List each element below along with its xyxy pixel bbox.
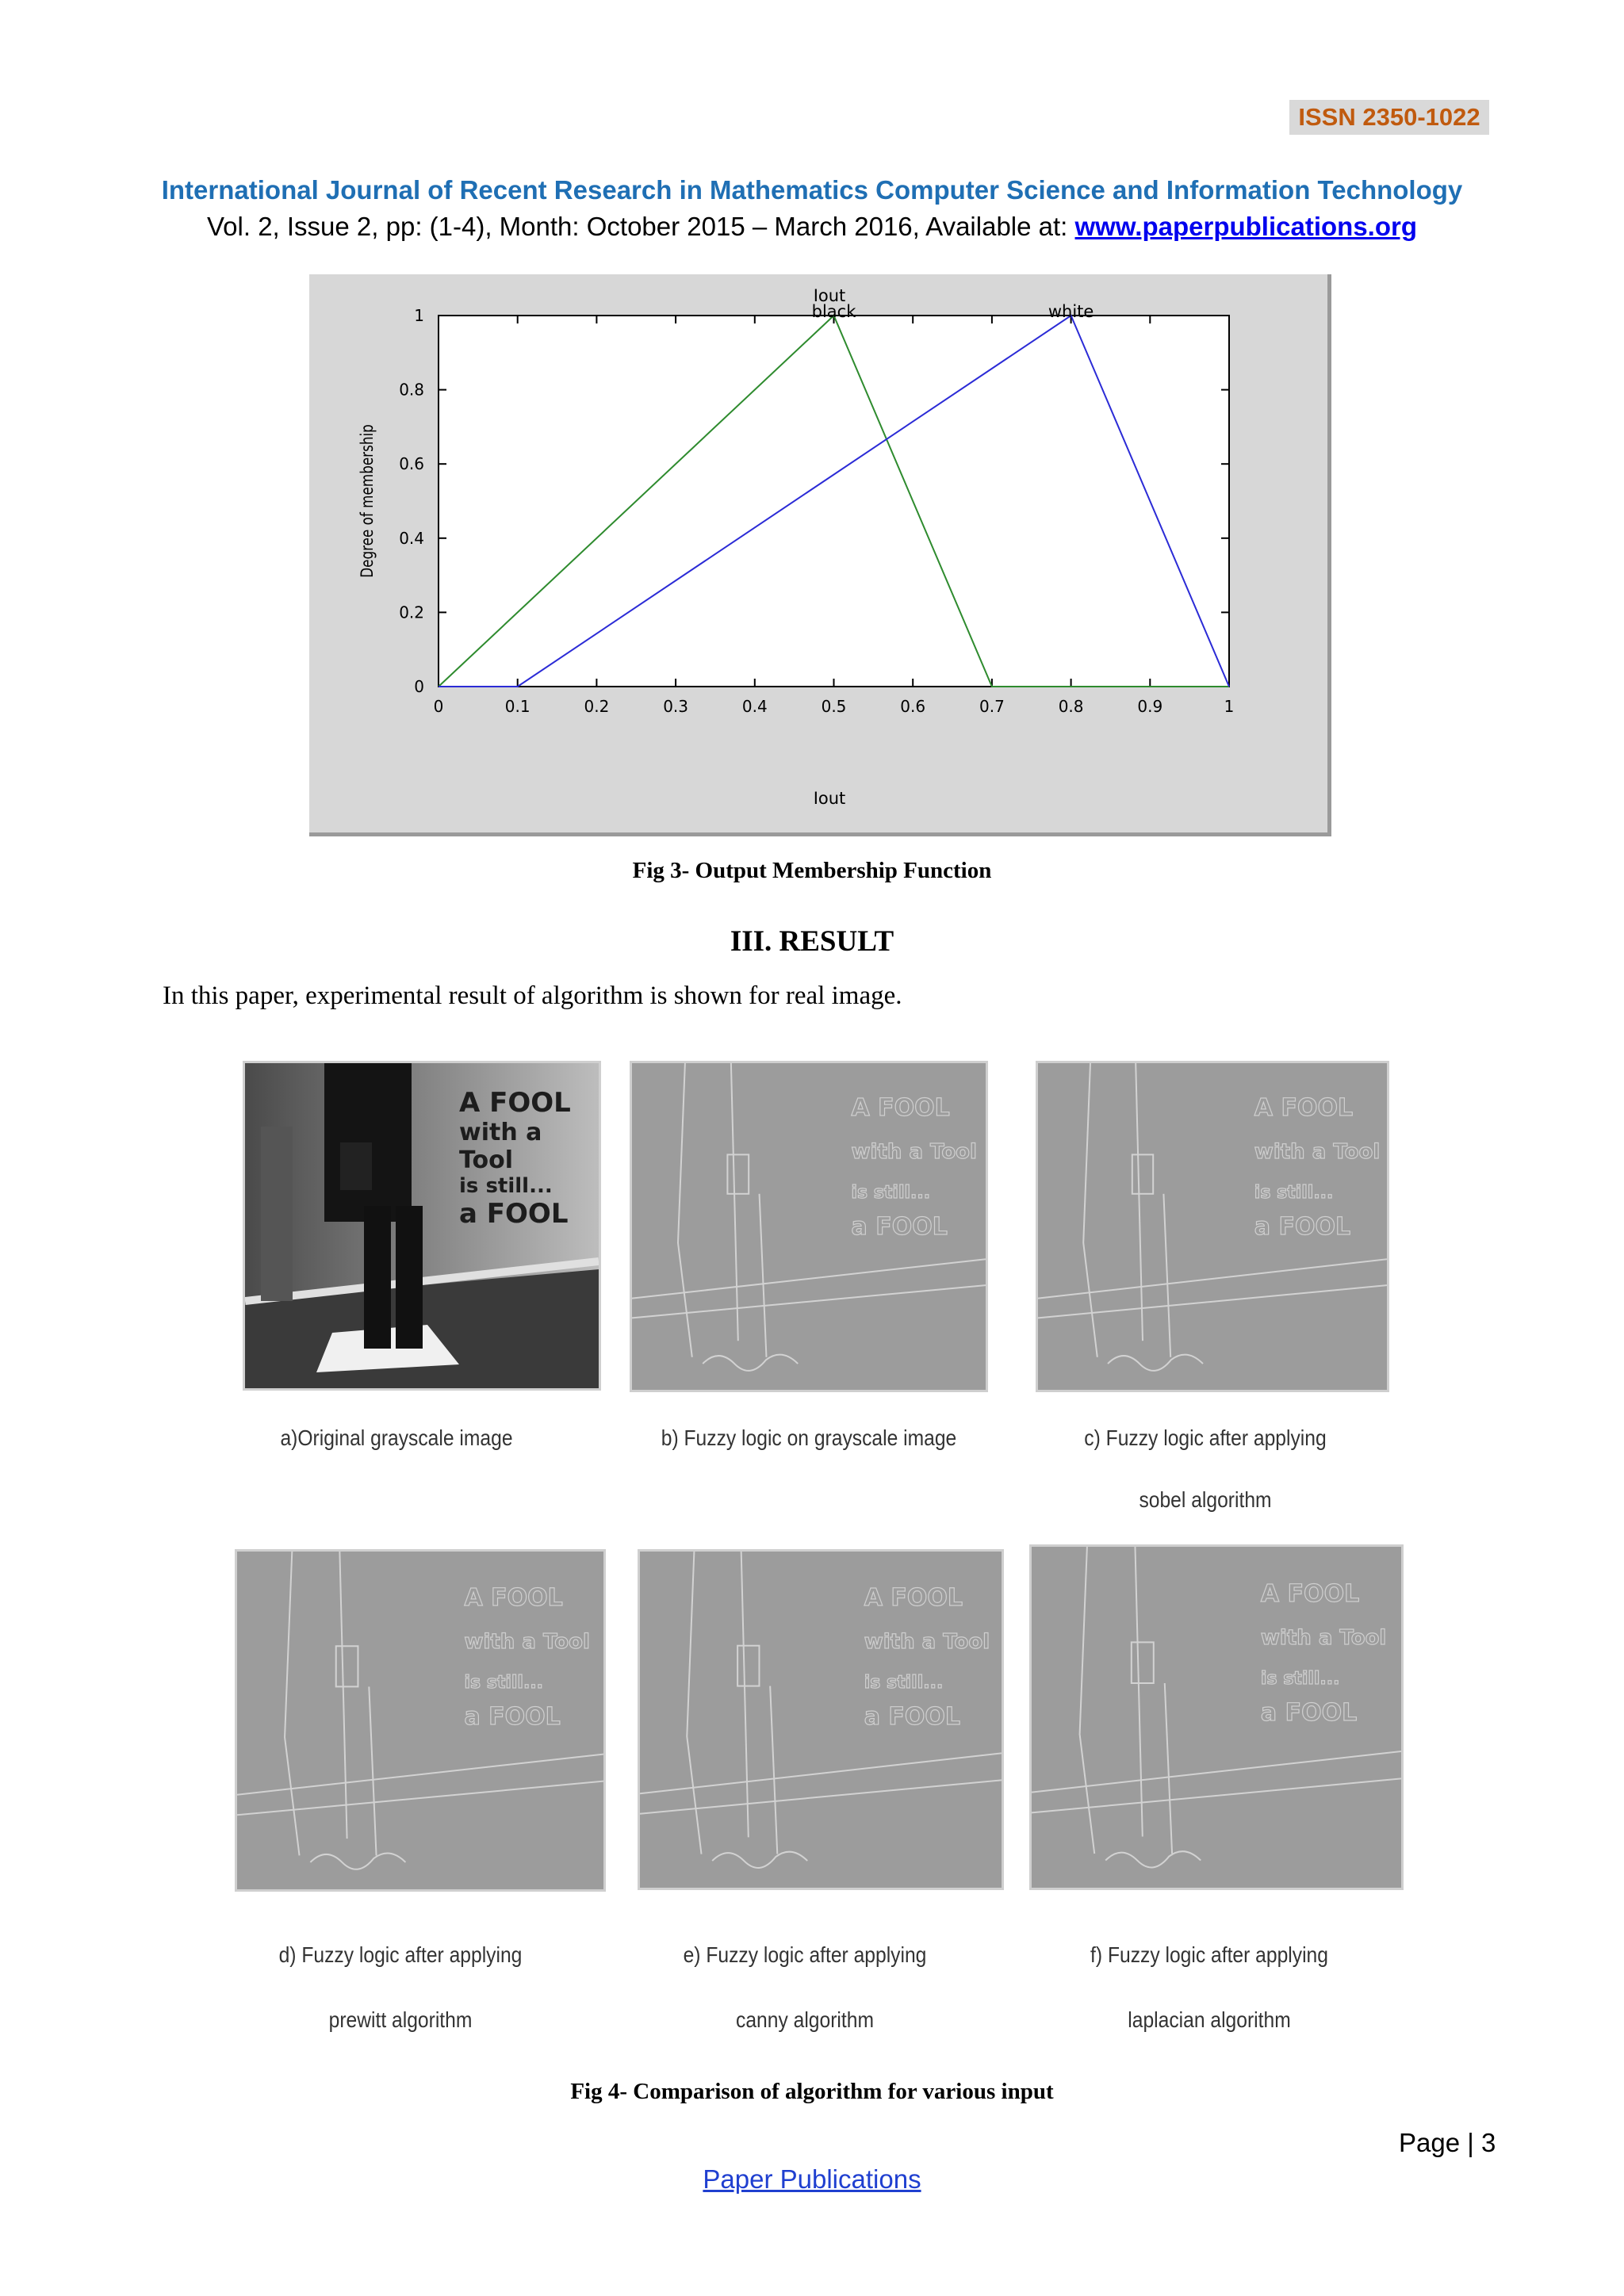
panel-e-image (638, 1549, 1004, 1890)
journal-title: International Journal of Recent Research in Mathematics Computer Science and Information Technology (161, 175, 1463, 205)
poster-line-3: is still... (851, 1182, 931, 1203)
floor-edges (237, 1755, 603, 1816)
poster-line-2: with a Tool (464, 1630, 590, 1655)
x-tick-label: 0.5 (821, 697, 847, 716)
chart-title: Iout (813, 286, 846, 305)
briefcase-edges (1132, 1154, 1153, 1193)
edge-image-drawing (632, 1063, 986, 1390)
panel-c-image (1036, 1061, 1389, 1392)
issn-badge: ISSN 2350-1022 (1289, 100, 1489, 135)
panel-f-label: f) Fuzzy logic after applying (1090, 1942, 1328, 1967)
poster-line-4: a FOOL (1260, 1698, 1358, 1727)
edge-image-drawing (237, 1552, 603, 1889)
x-tick-label: 0.9 (1137, 697, 1163, 716)
panel-a-label: a)Original grayscale image (280, 1425, 513, 1450)
x-tick-label: 0.2 (584, 697, 610, 716)
briefcase-edges (336, 1646, 358, 1686)
poster-line-2: with a Tool (864, 1629, 990, 1654)
poster-line-2: with a Tool (851, 1139, 977, 1164)
poster-line-4: a FOOL (851, 1212, 948, 1241)
y-axis-label: Degree of membership (358, 424, 377, 578)
poster-line-1: A FOOL (1254, 1093, 1354, 1122)
figure4-caption: Fig 4- Comparison of algorithm for various input (570, 2079, 1054, 2104)
x-tick-label: 0.6 (900, 697, 926, 716)
x-tick-label: 0.1 (504, 697, 530, 716)
x-tick-label: 1 (1224, 697, 1235, 716)
section-heading: III. RESULT (730, 925, 894, 958)
poster-line-4: a FOOL (464, 1703, 561, 1732)
membership-chart (309, 274, 1327, 832)
edge-image-drawing (640, 1552, 1002, 1888)
website-link[interactable]: www.paperpublications.org (1074, 212, 1417, 241)
poster-line-1: A FOOL (459, 1087, 571, 1119)
body-paragraph: In this paper, experimental result of algorithm is shown for real image. (163, 982, 902, 1010)
page-number: Page | 3 (1399, 2128, 1496, 2157)
x-tick-label: 0.4 (741, 697, 768, 716)
y-tick-label: 0.8 (399, 380, 424, 400)
floor-edges (1032, 1751, 1401, 1812)
poster-line-3: is still... (1260, 1668, 1340, 1689)
floor-edges (640, 1753, 1002, 1813)
poster-line-4: a FOOL (1254, 1212, 1351, 1241)
x-tick-label: 0.3 (663, 697, 689, 716)
poster-line-4: a FOOL (459, 1198, 569, 1230)
panel-e-label-2: canny algorithm (736, 2007, 874, 2032)
poster-line-2: with a Tool (1254, 1139, 1381, 1164)
splash-edges (1108, 1355, 1203, 1371)
panel-d-label-2: prewitt algorithm (328, 2007, 473, 2032)
poster-line-3: is still... (864, 1672, 944, 1693)
y-tick-label: 1 (414, 306, 424, 325)
poster-line-3: is still... (459, 1174, 553, 1198)
poster-line-1: A FOOL (1260, 1579, 1360, 1608)
poster-line-1: A FOOL (464, 1584, 563, 1613)
figure3-caption: Fig 3- Output Membership Function (632, 858, 992, 883)
splash-edges (310, 1853, 405, 1869)
y-tick-label: 0 (414, 677, 424, 696)
x-tick-label: 0.7 (979, 697, 1005, 716)
floor-edges (1038, 1259, 1387, 1318)
publisher-link[interactable]: Paper Publications (703, 2164, 921, 2194)
y-tick-label: 0.6 (399, 454, 424, 474)
briefcase-edges (1132, 1642, 1154, 1683)
panel-d-label: d) Fuzzy logic after applying (278, 1942, 523, 1967)
panel-f-image (1029, 1544, 1404, 1890)
floor-edges (632, 1259, 986, 1318)
poster-line-3: is still... (464, 1673, 544, 1693)
panel-b-label: b) Fuzzy logic on grayscale image (661, 1425, 957, 1450)
panel-b-image (630, 1061, 988, 1392)
poster-line-2: with a Tool (459, 1119, 542, 1174)
poster-line-1: A FOOL (851, 1093, 950, 1122)
poster-line-2: with a Tool (1260, 1625, 1387, 1650)
splash-edges (1105, 1851, 1201, 1867)
volume-text: Vol. 2, Issue 2, pp: (1-4), Month: October 2015 – March 2016, Available at: (206, 212, 1075, 241)
membership-chart-frame (309, 274, 1331, 836)
x-tick-label: 0.8 (1058, 697, 1084, 716)
briefcase-edges (727, 1154, 749, 1193)
y-tick-label: 0.2 (399, 603, 424, 622)
panel-d-image (235, 1549, 606, 1892)
panel-c-label: c) Fuzzy logic after applying (1084, 1425, 1327, 1450)
splash-edges (712, 1852, 807, 1868)
panel-e-label: e) Fuzzy logic after applying (683, 1942, 927, 1967)
edge-image-drawing (1032, 1547, 1401, 1888)
poster-line-3: is still... (1254, 1182, 1334, 1203)
briefcase-edges (737, 1646, 759, 1686)
poster-line-1: A FOOL (864, 1583, 963, 1612)
splash-edges (703, 1355, 798, 1371)
series-label-black: black (811, 302, 856, 321)
x-tick-label: 0 (433, 697, 444, 716)
panel-a-image (243, 1061, 601, 1391)
poster-line-4: a FOOL (864, 1702, 961, 1731)
panel-f-label-2: laplacian algorithm (1128, 2007, 1291, 2032)
y-tick-label: 0.4 (399, 528, 424, 548)
plot-area (439, 316, 1229, 687)
series-label-white: white (1048, 302, 1094, 321)
panel-c-label-2: sobel algorithm (1139, 1487, 1272, 1512)
x-axis-label: Iout (813, 789, 846, 808)
edge-image-drawing (1038, 1063, 1387, 1390)
volume-line (0, 209, 1624, 244)
